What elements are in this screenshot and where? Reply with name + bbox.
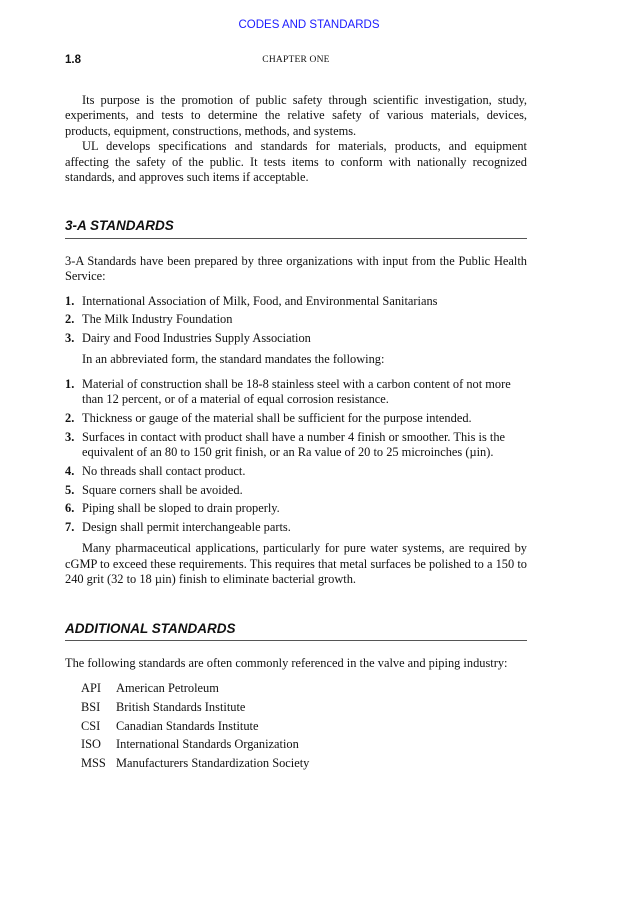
organization-name: British Standards Institute bbox=[116, 700, 246, 715]
list-item bbox=[65, 464, 527, 479]
mandates-list bbox=[65, 377, 527, 535]
page-number: 1.8 bbox=[65, 54, 81, 66]
item-number: 2. bbox=[65, 410, 75, 425]
list-item bbox=[65, 331, 527, 346]
paragraph: In an abbreviated form, the standard mandates the following: bbox=[82, 352, 385, 367]
item-text: No threads shall contact product. bbox=[82, 463, 246, 478]
item-number: 7. bbox=[65, 519, 75, 534]
abbreviation: BSI bbox=[81, 700, 101, 715]
section-heading-additional: ADDITIONAL STANDARDS bbox=[65, 621, 527, 641]
paragraph: Many pharmaceutical applications, particularly for pure water systems, are required by cGMP to exceed these requirements. This requires that metal surfaces be polished to a 150 to 240 grit (32 to 18 µin) finish to eliminate bacterial growth. bbox=[65, 541, 527, 587]
item-text: International Association of Milk, Food, and Environmental Sanitarians bbox=[82, 293, 438, 308]
item-text: Material of construction shall be 18-8 stainless steel with a carbon content of not more than 12 percent, or of a material of equal corrosion resistance. bbox=[82, 376, 511, 407]
chapter-label: CHAPTER ONE bbox=[262, 55, 330, 65]
paragraph: 3-A Standards have been prepared by three organizations with input from the Public Health Service: bbox=[65, 253, 527, 284]
abbreviation: MSS bbox=[81, 756, 106, 771]
item-text: Thickness or gauge of the material shall be sufficient for the purpose intended. bbox=[82, 410, 472, 425]
organization-name: Manufacturers Standardization Society bbox=[116, 756, 310, 771]
table-row bbox=[81, 719, 309, 738]
list-item bbox=[65, 312, 527, 327]
list-item bbox=[65, 483, 527, 498]
organization-name: International Standards Organization bbox=[116, 737, 299, 752]
item-number: 2. bbox=[65, 312, 75, 327]
list-item bbox=[65, 294, 527, 309]
table-row bbox=[81, 681, 309, 700]
item-text: Surfaces in contact with product shall have a number 4 finish or smoother. This is the equivalent of an 80 to 150 grit finish, or an Ra value of 20 to 25 microinches (µin). bbox=[82, 429, 506, 460]
abbreviation: ISO bbox=[81, 737, 101, 752]
item-number: 4. bbox=[65, 463, 75, 478]
organization-name: American Petroleum bbox=[116, 681, 219, 696]
running-header: CODES AND STANDARDS bbox=[238, 19, 380, 31]
table-row bbox=[81, 737, 309, 756]
paragraph: Its purpose is the promotion of public safety through scientific investigation, study, experiments, and tests to determine the relative safety of various materials, devices, products, equipment, constructions, methods, and systems. bbox=[65, 93, 527, 138]
list-item bbox=[65, 520, 527, 535]
abbreviation: API bbox=[81, 681, 101, 696]
item-number: 6. bbox=[65, 501, 75, 516]
item-number: 5. bbox=[65, 482, 75, 497]
section-heading-3a: 3-A STANDARDS bbox=[65, 218, 527, 238]
list-item bbox=[65, 501, 527, 516]
item-text: Dairy and Food Industries Supply Association bbox=[82, 331, 311, 346]
item-number: 3. bbox=[65, 429, 75, 444]
list-item bbox=[65, 411, 527, 426]
organization-name: Canadian Standards Institute bbox=[116, 718, 259, 733]
table-row bbox=[81, 700, 309, 719]
list-item bbox=[65, 430, 527, 461]
item-text: The Milk Industry Foundation bbox=[82, 312, 233, 327]
item-text: Square corners shall be avoided. bbox=[82, 482, 243, 497]
item-text: Design shall permit interchangeable parts. bbox=[82, 519, 291, 534]
table-row bbox=[81, 756, 309, 775]
paragraph: The following standards are often commonly referenced in the valve and piping industry: bbox=[65, 655, 508, 670]
organizations-list bbox=[65, 294, 527, 347]
standards-table bbox=[81, 681, 309, 775]
abbreviation: CSI bbox=[81, 718, 101, 733]
paragraph: UL develops specifications and standards for materials, products, and equipment affecting the safety of the public. It tests items to conform with nationally recognized standards, and approves such items if acceptable. bbox=[65, 139, 527, 185]
item-number: 3. bbox=[65, 331, 75, 346]
item-number: 1. bbox=[65, 293, 75, 308]
item-text: Piping shall be sloped to drain properly. bbox=[82, 501, 280, 516]
item-number: 1. bbox=[65, 376, 75, 391]
list-item bbox=[65, 377, 527, 408]
page-body bbox=[65, 93, 527, 775]
